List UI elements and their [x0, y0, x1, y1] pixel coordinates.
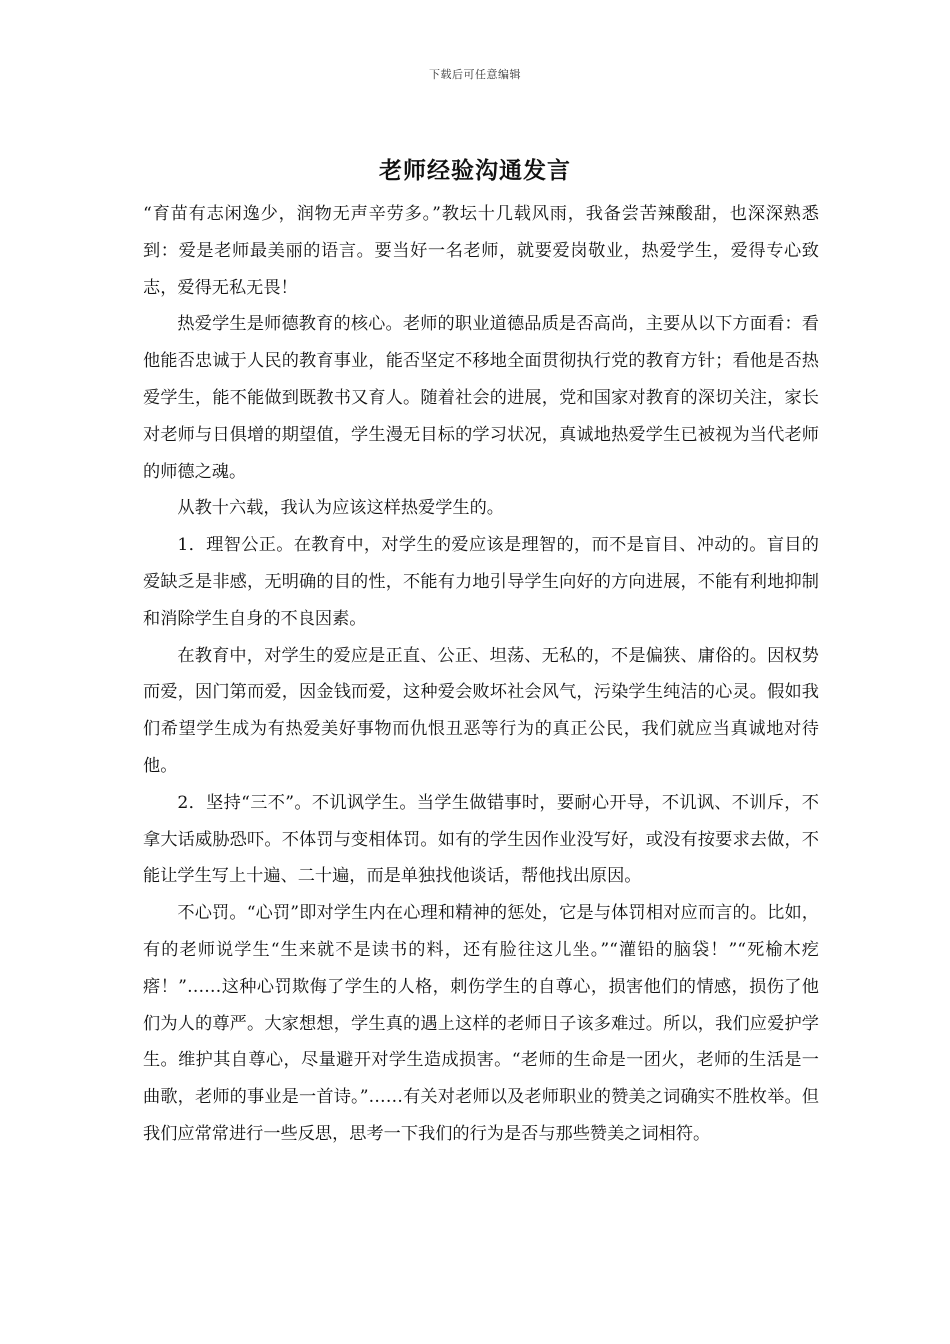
paragraph-6: 2．坚持“三不”。不讥讽学生。当学生做错事时，要耐心开导，不讥讽、不训斥，不拿大话威胁恐吓。不体罚与变相体罚。如有的学生因作业没写好，或没有按要求去做，不能让学生写上十遍、二十遍，而是单独找他谈话，帮他找出原因。	[143, 792, 819, 887]
paragraph-5: 在教育中，对学生的爱应是正直、公正、坦荡、无私的，不是偏狭、庸俗的。因权势而爱，因门第而爱，因金钱而爱，这种爱会败坏社会风气，污染学生纯洁的心灵。假如我们希望学生成为有热爱美好事物而仇恨丑恶等行为的真正公民，我们就应当真诚地对待他。	[143, 645, 819, 776]
paragraph-2: 热爱学生是师德教育的核心。老师的职业道德品质是否高尚，主要从以下方面看：看他能否忠诚于人民的教育事业，能否坚定不移地全面贯彻执行党的教育方针；看他是否热爱学生，能不能做到既教书又育人。随着社会的进展，党和国家对教育的深切关注，家长对老师与日俱增的期望值，学生漫无目标的学习状况，真诚地热爱学生已被视为当代老师的师德之魂。	[143, 314, 819, 482]
paragraph-1: “育苗有志闲逸少，润物无声辛劳多。”教坛十几载风雨，我备尝苦辣酸甜，也深深熟悉到：爱是老师最美丽的语言。要当好一名老师，就要爱岗敬业，热爱学生，爱得专心致志，爱得无私无畏！	[143, 204, 819, 298]
paragraph-3: 从教十六载，我认为应该这样热爱学生的。	[177, 498, 504, 519]
document-title: 老师经验沟通发言	[379, 157, 571, 184]
paragraph-4: 1．理智公正。在教育中，对学生的爱应该是理智的，而不是盲目、冲动的。盲目的爱缺乏是非感，无明确的目的性，不能有力地引导学生向好的方向进展，不能有利地抑制和消除学生自身的不良因素。	[143, 535, 819, 629]
document-body	[143, 196, 819, 1153]
paragraph-7: 不心罚。“心罚”即对学生内在心理和精神的惩处，它是与体罚相对应而言的。比如，有的老师说学生“生来就不是读书的料，还有脸往这儿坐。”“灌铅的脑袋！”“死榆木疙瘩！”……这种心罚欺侮了学生的人格，刺伤学生的自尊心，损害他们的情感，损伤了他们为人的尊严。大家想想，学生真的遇上这样的老师日子该多难过。所以，我们应爱护学生。维护其自尊心，尽量避开对学生造成损害。“老师的生命是一团火，老师的生活是一曲歌，老师的事业是一首诗。”……有关对老师以及老师职业的赞美之词确实不胜枚举。但我们应常常进行一些反思，思考一下我们的行为是否与那些赞美之词相符。	[143, 903, 819, 1144]
header-note: 下载后可任意编辑	[429, 68, 521, 81]
